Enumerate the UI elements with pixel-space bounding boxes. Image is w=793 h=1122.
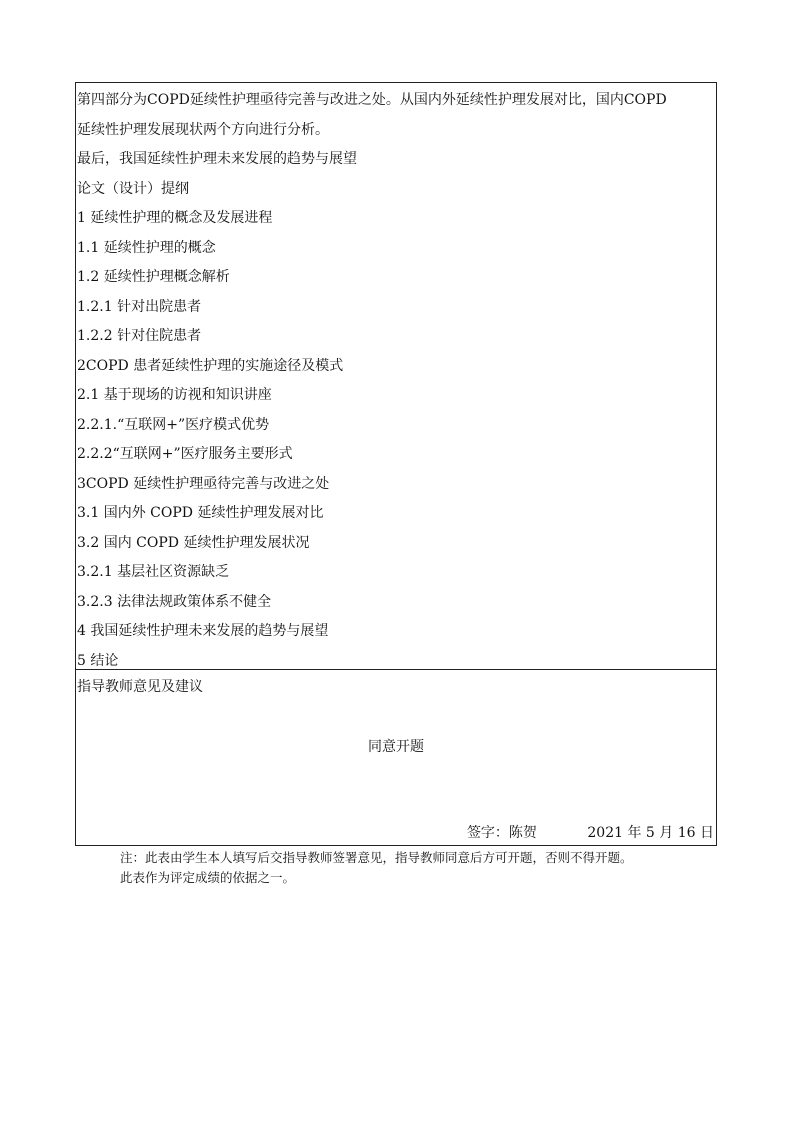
signature-date: 2021 年 5 月 16 日 [587, 825, 714, 841]
text-line: 第四部分为COPD延续性护理亟待完善与改进之处。从国内外延续性护理发展对比，国内COPD [77, 92, 667, 108]
outline-item: 1.2.2 针对住院患者 [77, 328, 202, 344]
advisor-signature: 签字：陈贺 [466, 825, 537, 841]
outline-item: 2.2.2“互联网+”医疗服务主要形式 [77, 446, 293, 462]
outline-item: 1.1 延续性护理的概念 [77, 239, 216, 256]
note-line: 此表作为评定成绩的依据之一。 [120, 870, 296, 885]
outline-item: 2.1 基于现场的访视和知识讲座 [77, 387, 272, 403]
outline-item: 2COPD 患者延续性护理的实施途径及模式 [77, 357, 344, 374]
outline-item: 2.2.1.“互联网+”医疗模式优势 [77, 416, 270, 433]
text-line: 延续性护理发展现状两个方向进行分析。 [77, 121, 329, 138]
outline-item: 3COPD 延续性护理亟待完善与改进之处 [77, 475, 330, 492]
outline-item: 3.2.1 基层社区资源缺乏 [77, 564, 230, 580]
advisor-section-label: 指导教师意见及建议 [77, 679, 203, 695]
form-notes [120, 848, 633, 888]
proposal-form-table [75, 82, 717, 846]
text-line: 最后，我国延续性护理未来发展的趋势与展望 [77, 151, 357, 167]
note-line: 注：此表由学生本人填写后交指导教师签署意见，指导教师同意后方可开题，否则不得开题。 [120, 850, 633, 865]
outline-item: 1.2 延续性护理概念解析 [77, 269, 230, 285]
outline-item: 1.2.1 针对出院患者 [77, 298, 202, 315]
signature-row [467, 822, 714, 844]
advisor-opinion-text: 同意开题 [368, 739, 424, 755]
outline-item: 4 我国延续性护理未来发展的趋势与展望 [77, 623, 329, 639]
outline-item: 3.2 国内 COPD 延续性护理发展状况 [77, 534, 310, 551]
outline-item: 1 延续性护理的概念及发展进程 [77, 210, 273, 226]
outline-item: 3.1 国内外 COPD 延续性护理发展对比 [77, 505, 324, 521]
outline-heading: 论文（设计）提纲 [77, 180, 189, 197]
outline-item: 5 结论 [77, 652, 119, 669]
outline-item: 3.2.3 法律法规政策体系不健全 [77, 593, 272, 610]
advisor-opinion-cell [76, 670, 716, 845]
proposal-outline-cell [76, 83, 716, 670]
